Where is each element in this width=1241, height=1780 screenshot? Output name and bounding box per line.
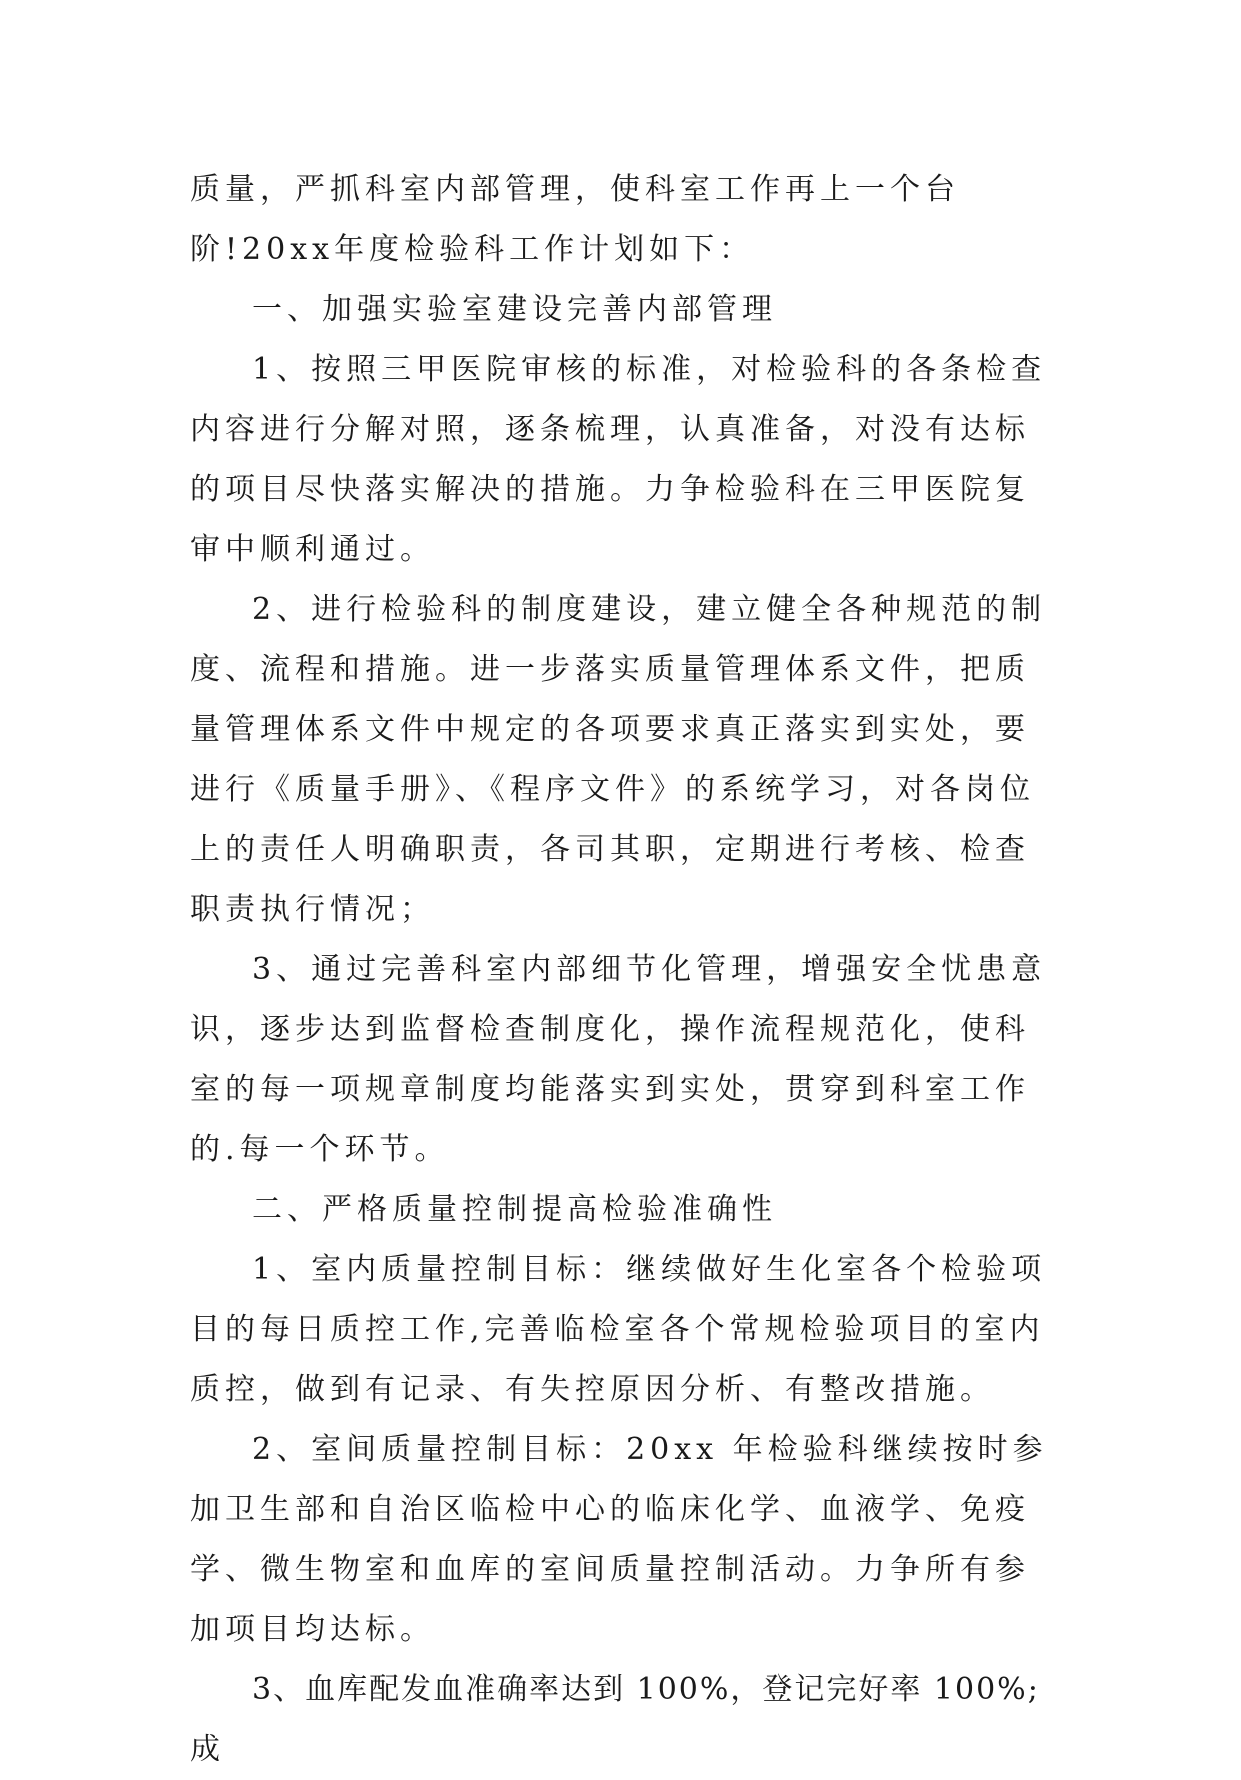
paragraph-intro: 质量，严抓科室内部管理，使科室工作再上一个台阶!20xx年度检验科工作计划如下： (190, 172, 960, 267)
heading-section-2: 二、严格质量控制提高检验准确性 (252, 1192, 777, 1227)
paragraph-1-2: 2、进行检验科的制度建设，建立健全各种规范的制度、流程和措施。进一步落实质量管理体系文件，把质量管理体系文件中规定的各项要求真正落实到实处，要进行《质量手册》、《程序文件》的系统学习，对各岗位上的责任人明确职责，各司其职，定期进行考核、检查职责执行情况； (190, 592, 1047, 927)
paragraph-2-3: 3、血库配发血准确率达到 100%，登记完好率 100%;成 (190, 1672, 1040, 1767)
paragraph-2-1: 1、室内质量控制目标：继续做好生化室各个检验项目的每日质控工作,完善临检室各个常规检验项目的室内质控，做到有记录、有失控原因分析、有整改措施。 (190, 1252, 1047, 1407)
paragraph-1-3: 3、通过完善科室内部细节化管理，增强安全忧患意识，逐步达到监督检查制度化，操作流程规范化，使科室的每一项规章制度均能落实到实处，贯穿到科室工作的.每一个环节。 (190, 952, 1047, 1167)
document-body (190, 160, 1050, 1780)
paragraph-1-1: 1、按照三甲医院审核的标准，对检验科的各条检查内容进行分解对照，逐条梳理，认真准备，对没有达标的项目尽快落实解决的措施。力争检验科在三甲医院复审中顺利通过。 (190, 352, 1047, 567)
paragraph-2-2: 2、室间质量控制目标：20xx 年检验科继续按时参加卫生部和自治区临检中心的临床化学、血液学、免疫学、微生物室和血库的室间质量控制活动。力争所有参加项目均达标。 (190, 1432, 1048, 1647)
heading-section-1: 一、加强实验室建设完善内部管理 (252, 292, 777, 327)
